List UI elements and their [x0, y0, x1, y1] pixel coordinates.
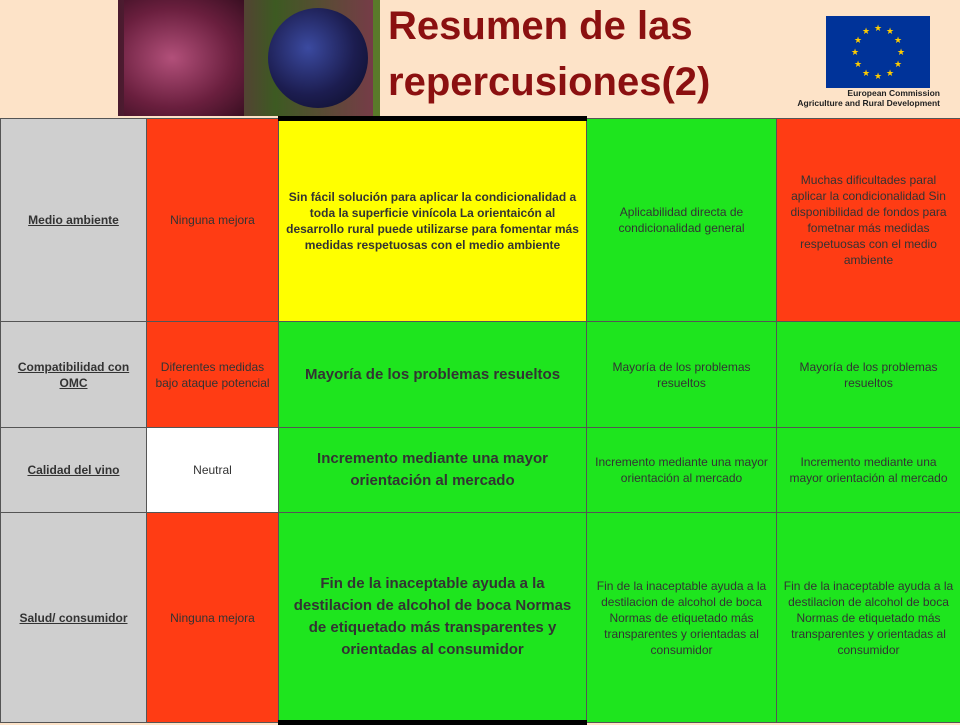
svg-text:★: ★ [894, 36, 902, 46]
svg-text:★: ★ [862, 27, 870, 37]
impact-summary-table [0, 116, 960, 725]
eu-logo-line-2: Agriculture and Rural Development [772, 98, 940, 108]
svg-text:★: ★ [894, 60, 902, 70]
svg-text:★: ★ [854, 60, 862, 70]
table-cell: Neutral [147, 428, 279, 513]
svg-text:★: ★ [874, 72, 882, 82]
table-cell: Aplicabilidad directa de condicionalidad general [587, 119, 777, 322]
svg-text:★: ★ [862, 69, 870, 79]
row-header: Salud/ consumidor [1, 513, 147, 723]
table-row [1, 513, 960, 723]
table-cell: Fin de la inaceptable ayuda a la destilacion de alcohol de boca Normas de etiquetado más transparentes y orientadas al consumidor [777, 513, 960, 723]
svg-text:★: ★ [874, 24, 882, 34]
table-row [1, 322, 960, 428]
svg-text:★: ★ [854, 36, 862, 46]
table-cell: Fin de la inaceptable ayuda a la destilacion de alcohol de boca Normas de etiquetado más transparentes y orientadas al consumidor [587, 513, 777, 723]
table-cell: Ninguna mejora [147, 119, 279, 322]
eu-flag-icon [826, 16, 930, 88]
table-cell: Muchas dificultades paral aplicar la condicionalidad Sin disponibilidad de fondos para fometnar más medidas respetuosas con el medio ambiente [777, 119, 960, 322]
table-cell: Incremento mediante una mayor orientación al mercado [777, 428, 960, 513]
table-cell-highlighted: Incremento mediante una mayor orientación al mercado [279, 428, 587, 513]
svg-text:★: ★ [897, 48, 905, 58]
row-header: Compatibilidad con OMC [1, 322, 147, 428]
table-cell-highlighted: Sin fácil solución para aplicar la condicionalidad a toda la superficie vinícola La orientaicón al desarrollo rural puede utilizarse para fomentar más medidas respetuosas con el medio ambiente [279, 119, 587, 322]
grapes-image [118, 0, 380, 116]
vine-stem-shape [373, 0, 380, 116]
grape-bunch-shape [268, 8, 368, 108]
table-cell: Ninguna mejora [147, 513, 279, 723]
title-line-2: repercusiones(2) [388, 54, 808, 110]
table-cell: Mayoría de los problemas resueltos [777, 322, 960, 428]
row-header: Medio ambiente [1, 119, 147, 322]
eu-logo-text [772, 88, 940, 108]
svg-text:★: ★ [886, 69, 894, 79]
slide-header [0, 0, 960, 116]
table-cell: Diferentes medidas bajo ataque potencial [147, 322, 279, 428]
table-cell-highlighted: Mayoría de los problemas resueltos [279, 322, 587, 428]
svg-text:★: ★ [851, 48, 859, 58]
table-row [1, 428, 960, 513]
table-row [1, 119, 960, 322]
vine-leaf-shape [124, 0, 244, 116]
eu-logo-line-1: European Commission [772, 88, 940, 98]
table-cell: Incremento mediante una mayor orientación al mercado [587, 428, 777, 513]
table-cell: Mayoría de los problemas resueltos [587, 322, 777, 428]
slide-title [388, 0, 808, 110]
svg-text:★: ★ [886, 27, 894, 37]
table-cell-highlighted: Fin de la inaceptable ayuda a la destilacion de alcohol de boca Normas de etiquetado más transparentes y orientadas al consumidor [279, 513, 587, 723]
row-header: Calidad del vino [1, 428, 147, 513]
title-line-1: Resumen de las [388, 0, 808, 54]
